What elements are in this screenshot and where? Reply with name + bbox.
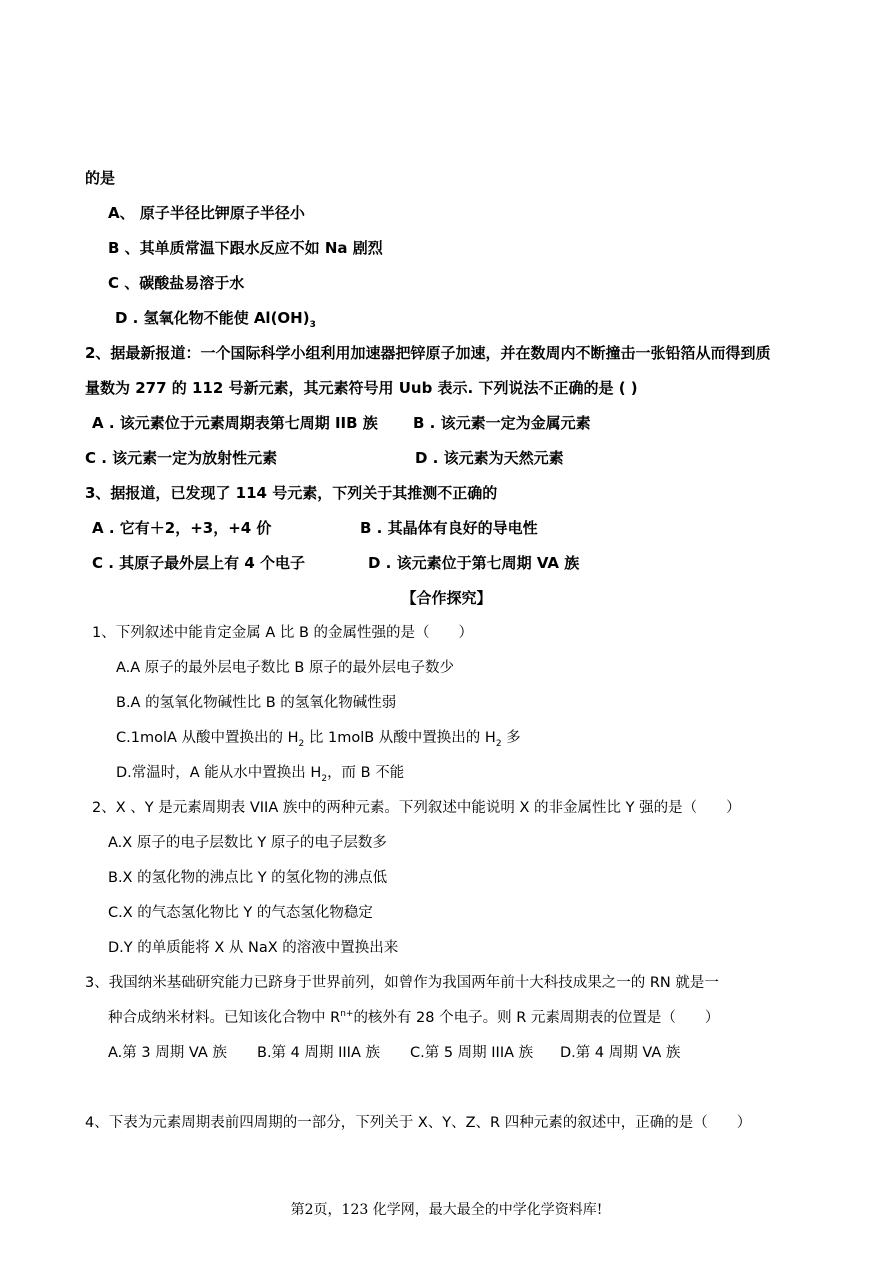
option-b: B.X 的氢化物的沸点比 Y 的氢化物的沸点低 (108, 870, 388, 886)
option-b: B 、其单质常温下跟水反应不如 Na 剧烈 (108, 239, 383, 257)
question-3-line-1: 3、我国纳米基础研究能力已跻身于世界前列，如曾作为我国两年前十大科技成果之一的 RN 就是一 (85, 975, 719, 991)
option-b: B.A 的氢氧化物碱性比 B 的氢氧化物碱性弱 (116, 695, 397, 711)
option-d: D . 该元素位于第七周期 VA 族 (368, 554, 580, 572)
question-3: 3、据报道，已发现了 114 号元素，下列关于其推测不正确的 (85, 484, 498, 502)
option-b: B.第 4 周期 IIIA 族 (257, 1045, 380, 1061)
question-2-line-2: 量数为 277 的 112 号新元素，其元素符号用 Uub 表示. 下列说法不正确的是 ( ) (85, 379, 638, 397)
option-c: C.1molA 从酸中置换出的 $H_2$ 比 1molB 从酸中置换出的 $H_2$ 多 (116, 730, 521, 749)
option-b: B . 其晶体有良好的导电性 (360, 519, 538, 537)
option-c: C.X 的气态氢化物比 Y 的气态氢化物稳定 (108, 905, 373, 921)
option-a: A.第 3 周期 VA 族 (108, 1045, 227, 1061)
option-a: A.A 原子的最外层电子数比 B 原子的最外层电子数少 (116, 660, 454, 676)
option-d: D.常温时，A 能从水中置换出 $H_2$，而 B 不能 (116, 765, 405, 784)
option-a: A . 该元素位于元素周期表第七周期 IIB 族 (92, 414, 378, 432)
option-b: B . 该元素一定为金属元素 (413, 414, 591, 432)
option-d: D . 氢氧化物不能使 $Al(OH)_3$ (115, 309, 316, 330)
option-c: C 、碳酸盐易溶于水 (108, 274, 245, 292)
option-c: C . 其原子最外层上有 4 个电子 (92, 554, 306, 572)
section-heading: 【合作探究】 (401, 589, 492, 607)
question-2-line-1: 2、据最新报道：一个国际科学小组利用加速器把锌原子加速，并在数周内不断撞击一张铅箔从而得到质 (85, 344, 771, 362)
text-line: 的是 (85, 169, 116, 187)
question-3-line-2: 种合成纳米材料。已知该化合物中 $R^{n+}$的核外有 28 个电子。则 R 元素周期表的位置是（ ） (108, 1009, 720, 1026)
option-a: A.X 原子的电子层数比 Y 原子的电子层数多 (108, 835, 387, 851)
option-d: D.Y 的单质能将 X 从 NaX 的溶液中置换出来 (108, 940, 399, 956)
question-1: 1、下列叙述中能肯定金属 A 比 B 的金属性强的是（ ） (92, 625, 474, 641)
option-d: D.第 4 周期 VA 族 (560, 1045, 681, 1061)
option-c: C.第 5 周期 IIIA 族 (410, 1045, 534, 1061)
option-a: A . 它有＋2，+3，+4 价 (92, 519, 272, 537)
page-footer: 第2页，123 化学网，最大最全的中学化学资料库! (290, 1202, 603, 1218)
option-a: A、 原子半径比钾原子半径小 (108, 204, 305, 222)
question-2: 2、X 、Y 是元素周期表 VIIA 族中的两种元素。下列叙述中能说明 X 的非金属性比 Y 强的是（ ） (92, 800, 741, 816)
option-c: C . 该元素一定为放射性元素 (85, 449, 278, 467)
option-d: D . 该元素为天然元素 (415, 449, 564, 467)
question-4: 4、下表为元素周期表前四周期的一部分，下列关于 X、Y、Z、R 四种元素的叙述中，正确的是（ ） (85, 1115, 752, 1131)
